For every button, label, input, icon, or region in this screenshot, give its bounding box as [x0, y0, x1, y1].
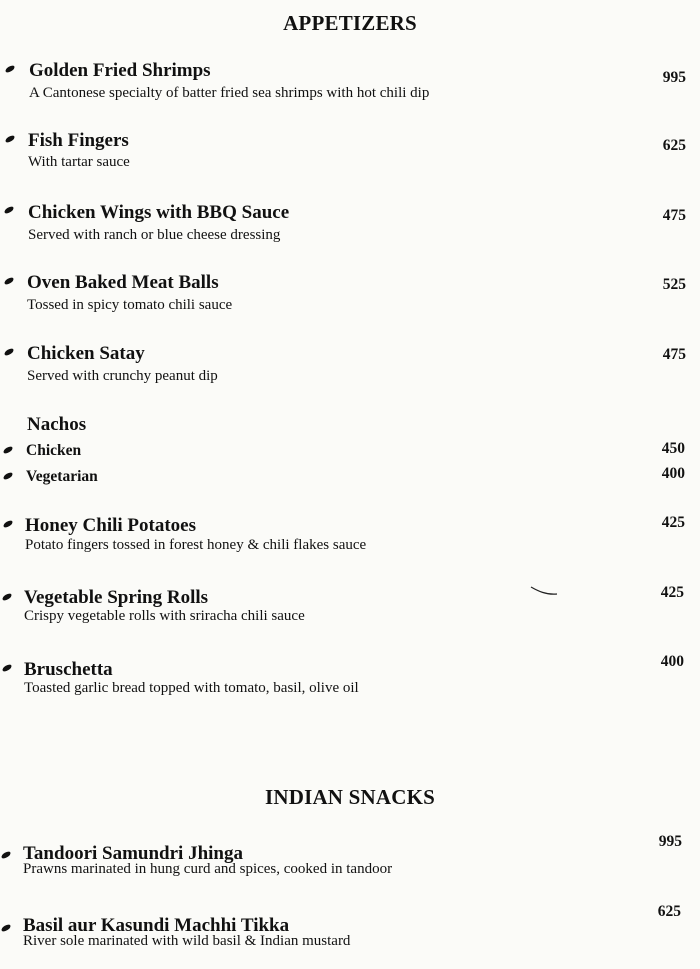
bullet-icon [4, 348, 13, 356]
item-price: 625 [657, 903, 681, 920]
item-description: River sole marinated with wild basil & Indian mustard [23, 933, 351, 949]
item-name: Vegetable Spring Rolls [24, 587, 209, 608]
item-name: Bruschetta [24, 659, 113, 680]
item-name: Oven Baked Meat Balls [27, 272, 219, 293]
item-name: Chicken Wings with BBQ Sauce [28, 202, 290, 223]
item-name: Chicken Satay [27, 343, 145, 364]
bullet-icon [3, 472, 12, 480]
item-name: Golden Fried Shrimps [29, 60, 211, 81]
item-description: Served with crunchy peanut dip [27, 368, 218, 384]
item-name: Fish Fingers [28, 130, 129, 151]
item-description: Prawns marinated in hung curd and spices, cooked in tandoor [23, 861, 393, 877]
item-name: Nachos [27, 414, 87, 435]
item-price: 425 [661, 514, 685, 531]
bullet-icon [2, 593, 11, 601]
bullet-icon [3, 446, 12, 454]
bullet-icon [2, 664, 11, 672]
item-name: Tandoori Samundri Jhinga [23, 843, 243, 864]
bullet-icon [5, 65, 14, 73]
section-title-indian-snacks: INDIAN SNACKS [264, 785, 436, 809]
item-name: Honey Chili Potatoes [25, 515, 196, 536]
subitem-name: Vegetarian [26, 468, 98, 485]
bullet-icon [5, 135, 14, 143]
item-price: 475 [662, 207, 686, 224]
bullet-icon [1, 851, 10, 859]
item-price: 525 [662, 276, 686, 293]
item-price: 995 [662, 69, 686, 86]
item-description: Potato fingers tossed in forest honey & chili flakes sauce [25, 537, 367, 553]
item-name: Basil aur Kasundi Machhi Tikka [23, 915, 290, 936]
item-description: A Cantonese specialty of batter fried sea shrimps with hot chili dip [29, 85, 430, 101]
item-description: Crispy vegetable rolls with sriracha chili sauce [24, 608, 305, 624]
item-price: 400 [660, 653, 684, 670]
section-title-appetizers: APPETIZERS [283, 11, 417, 35]
subitem-price: 400 [661, 465, 685, 482]
bullet-icon [4, 277, 13, 285]
item-price: 995 [658, 833, 682, 850]
pen-mark [530, 585, 558, 599]
item-price: 625 [662, 137, 686, 154]
item-description: Tossed in spicy tomato chili sauce [27, 297, 233, 313]
item-description: Served with ranch or blue cheese dressing [28, 227, 281, 243]
subitem-name: Chicken [26, 442, 82, 459]
subitem-price: 450 [661, 440, 685, 457]
item-price: 475 [662, 346, 686, 363]
item-description: Toasted garlic bread topped with tomato, basil, olive oil [24, 680, 359, 696]
bullet-icon [4, 206, 13, 214]
bullet-icon [1, 924, 10, 932]
item-price: 425 [660, 584, 684, 601]
item-description: With tartar sauce [28, 154, 130, 170]
bullet-icon [3, 520, 12, 528]
